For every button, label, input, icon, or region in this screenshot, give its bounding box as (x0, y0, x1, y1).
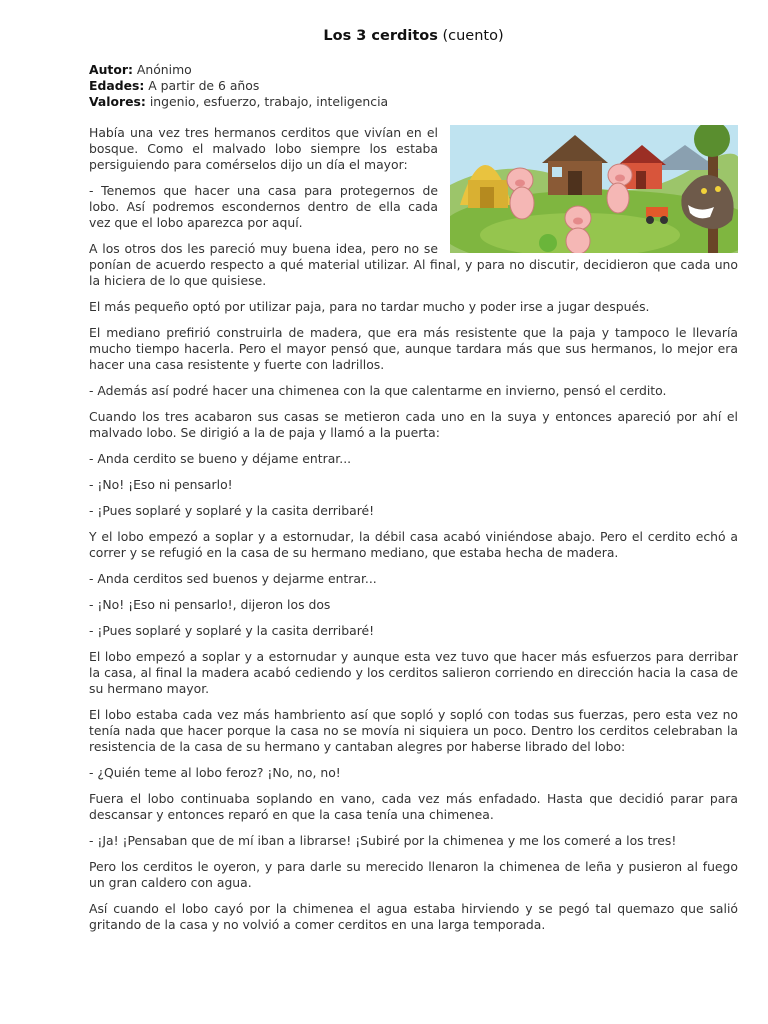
story-page (89, 26, 738, 943)
meta-author (89, 62, 738, 78)
story-paragraph: Cuando los tres acabaron sus casas se metieron cada uno en la suya y entonces apareció por ahí el malvado lobo. Se dirigió a la de paja y llamó a la puerta: (89, 409, 738, 440)
meta-label: Valores: (89, 94, 146, 109)
story-paragraph: Fuera el lobo continuaba soplando en vano, cada vez más enfadado. Hasta que decidió parar para descansar y entonces reparó en que la casa tenía una chimenea. (89, 791, 738, 822)
story-paragraph: - Anda cerditos sed buenos y dejarme entrar... (89, 571, 377, 586)
story-metadata (89, 62, 738, 110)
meta-label: Autor: (89, 62, 133, 77)
meta-values (89, 94, 738, 110)
story-paragraph: - Además así podré hacer una chimenea con la que calentarme en invierno, pensó el cerdito. (89, 383, 667, 398)
story-paragraph: A los otros dos les pareció muy buena idea, pero no se ponían de acuerdo respecto a qué material utilizar. Al final, y para no discutir, decidieron que cada uno la hiciera de lo que quisiese. (89, 241, 738, 288)
meta-ages (89, 78, 738, 94)
story-paragraph: - ¡Pues soplaré y soplaré y la casita derribaré! (89, 623, 375, 638)
story-paragraph: Había una vez tres hermanos cerditos que vivían en el bosque. Como el malvado lobo siempre los estaba persiguiendo para comérselos dijo un día el mayor: (89, 125, 438, 172)
story-paragraph: - ¿Quién teme al lobo feroz? ¡No, no, no! (89, 765, 341, 780)
story-paragraph: El mediano prefirió construirla de madera, que era más resistente que la paja y tampoco le llevaría mucho tiempo hacerla. Pero el mayor pensó que, aunque tardara más que sus hermanos, lo mejor era hacer una casa resistente y fuerte con ladrillos. (89, 325, 738, 372)
story-paragraph: - ¡No! ¡Eso ni pensarlo! (89, 477, 233, 492)
meta-value: A partir de 6 años (148, 78, 260, 93)
story-illustration (450, 125, 738, 253)
three-pigs-illustration (450, 125, 738, 253)
meta-value: ingenio, esfuerzo, trabajo, inteligencia (149, 94, 389, 109)
story-paragraph: - ¡No! ¡Eso ni pensarlo!, dijeron los dos (89, 597, 331, 612)
story-paragraph: El lobo empezó a soplar y a estornudar y aunque esta vez tuvo que hacer más esfuerzos para derribar la casa, al final la madera acabó cediendo y los cerditos salieron corriendo en dirección hacia la casa de su hermano mayor. (89, 649, 738, 696)
story-paragraph: El más pequeño optó por utilizar paja, para no tardar mucho y poder irse a jugar después. (89, 299, 650, 314)
story-paragraph: Pero los cerditos le oyeron, y para darle su merecido llenaron la chimenea de leña y pusieron al fuego un gran caldero con agua. (89, 859, 738, 890)
story-paragraph: - Tenemos que hacer una casa para protegernos de lobo. Así podremos escondernos dentro de ella cada vez que el lobo aparezca por aquí. (89, 183, 438, 230)
meta-value: Anónimo (136, 62, 192, 77)
story-paragraph: Y el lobo empezó a soplar y a estornudar, la débil casa acabó viniéndose abajo. Pero el cerdito echó a correr y se refugió en la casa de su hermano mediano, que estaba hecha de madera. (89, 529, 738, 560)
title-main: Los 3 cerditos (323, 28, 438, 44)
story-paragraph: - ¡Pues soplaré y soplaré y la casita derribaré! (89, 503, 375, 518)
meta-label: Edades: (89, 78, 145, 93)
story-paragraph: El lobo estaba cada vez más hambriento así que sopló y sopló con todas sus fuerzas, pero esta vez no tenía nada que hacer porque la casa no se movía ni siquiera un poco. Dentro los cerditos celebraban la resistencia de la casa de su hermano y cantaban alegres por haberse librado del lobo: (89, 707, 738, 754)
page-title (89, 26, 738, 46)
story-paragraph: - Anda cerdito se bueno y déjame entrar... (89, 451, 352, 466)
story-paragraph: - ¡Ja! ¡Pensaban que de mí iban a librarse! ¡Subiré por la chimenea y me los comeré a los tres! (89, 833, 677, 848)
title-suffix: (cuento) (442, 28, 504, 44)
story-paragraph: Así cuando el lobo cayó por la chimenea el agua estaba hirviendo y se pegó tal quemazo que salió gritando de la casa y no volvió a comer cerditos en una larga temporada. (89, 901, 738, 932)
